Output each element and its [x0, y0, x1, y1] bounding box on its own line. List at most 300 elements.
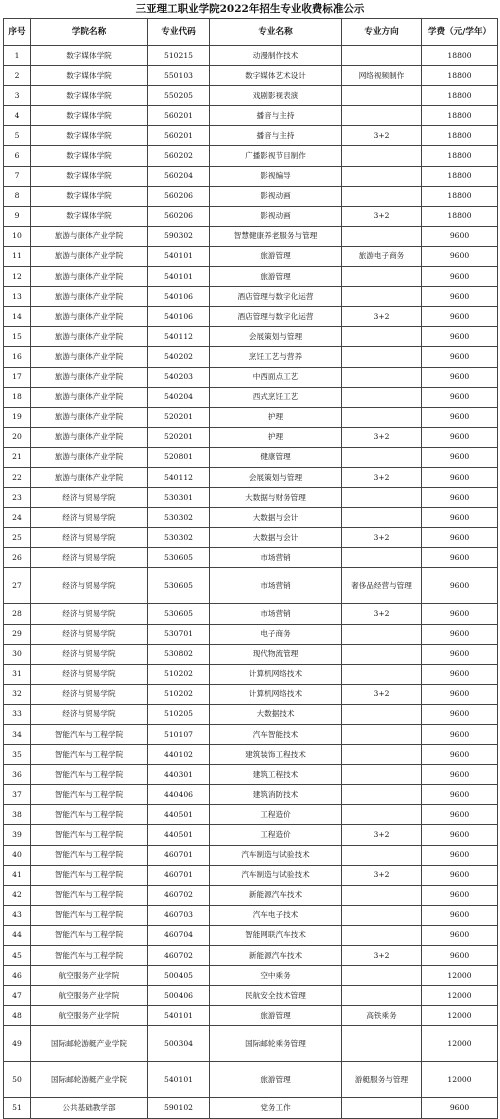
cell-college: 经济与贸易学院	[31, 624, 148, 644]
fee-table	[3, 18, 498, 1119]
cell-fee: 9600	[422, 427, 498, 447]
cell-college: 智能汽车与工程学院	[31, 905, 148, 925]
cell-direction: 高铁乘务	[342, 1006, 422, 1026]
cell-fee: 18800	[422, 186, 498, 206]
table-row	[4, 467, 498, 487]
cell-major: 市场营销	[210, 604, 342, 624]
table-row	[4, 664, 498, 684]
cell-code: 530605	[148, 568, 210, 604]
cell-fee: 9600	[422, 1098, 498, 1118]
cell-major: 会展策划与管理	[210, 327, 342, 347]
cell-direction	[342, 407, 422, 427]
table-row	[4, 106, 498, 126]
cell-index: 42	[4, 885, 31, 905]
cell-fee: 9600	[422, 805, 498, 825]
cell-direction: 3+2	[342, 427, 422, 447]
cell-direction	[342, 367, 422, 387]
cell-college: 经济与贸易学院	[31, 548, 148, 568]
cell-college: 数字媒体学院	[31, 46, 148, 66]
cell-major: 智能网联汽车技术	[210, 925, 342, 945]
cell-college: 智能汽车与工程学院	[31, 946, 148, 966]
cell-college: 国际邮轮游艇产业学院	[31, 1026, 148, 1062]
cell-fee: 12000	[422, 1026, 498, 1062]
cell-direction	[342, 508, 422, 528]
cell-index: 14	[4, 307, 31, 327]
cell-fee: 9600	[422, 946, 498, 966]
cell-direction	[342, 905, 422, 925]
cell-index: 32	[4, 684, 31, 704]
table-row	[4, 785, 498, 805]
cell-direction: 3+2	[342, 528, 422, 548]
cell-direction	[342, 925, 422, 945]
cell-direction	[342, 347, 422, 367]
cell-direction	[342, 447, 422, 467]
cell-direction	[342, 704, 422, 724]
cell-code: 540101	[148, 1062, 210, 1098]
cell-fee: 9600	[422, 765, 498, 785]
cell-code: 510205	[148, 704, 210, 724]
table-row	[4, 267, 498, 287]
table-row	[4, 745, 498, 765]
cell-direction	[342, 387, 422, 407]
cell-direction	[342, 885, 422, 905]
cell-major: 旅游管理	[210, 267, 342, 287]
cell-major: 大数据技术	[210, 704, 342, 724]
cell-index: 2	[4, 66, 31, 86]
cell-major: 中西面点工艺	[210, 367, 342, 387]
cell-index: 29	[4, 624, 31, 644]
table-row	[4, 347, 498, 367]
cell-code: 520201	[148, 407, 210, 427]
table-row	[4, 246, 498, 266]
cell-code: 540101	[148, 267, 210, 287]
cell-college: 旅游与康体产业学院	[31, 407, 148, 427]
cell-direction: 3+2	[342, 126, 422, 146]
cell-college: 智能汽车与工程学院	[31, 865, 148, 885]
cell-code: 510215	[148, 46, 210, 66]
cell-college: 旅游与康体产业学院	[31, 226, 148, 246]
cell-major: 汽车制造与试验技术	[210, 845, 342, 865]
cell-fee: 9600	[422, 548, 498, 568]
cell-index: 40	[4, 845, 31, 865]
cell-direction	[342, 1098, 422, 1118]
cell-major: 戏剧影视表演	[210, 86, 342, 106]
table-row	[4, 1062, 498, 1098]
table-body	[4, 46, 498, 1119]
cell-fee: 9600	[422, 644, 498, 664]
table-row	[4, 367, 498, 387]
cell-fee: 9600	[422, 725, 498, 745]
cell-fee: 9600	[422, 246, 498, 266]
cell-code: 440301	[148, 765, 210, 785]
table-row	[4, 885, 498, 905]
table-row	[4, 925, 498, 945]
cell-major: 广播影视节目制作	[210, 146, 342, 166]
cell-direction: 3+2	[342, 467, 422, 487]
page-title: 三亚理工职业学院2022年招生专业收费标准公示	[135, 3, 365, 15]
table-row	[4, 905, 498, 925]
cell-major: 市场营销	[210, 548, 342, 568]
cell-college: 旅游与康体产业学院	[31, 447, 148, 467]
cell-direction: 网络视频制作	[342, 66, 422, 86]
cell-college: 经济与贸易学院	[31, 508, 148, 528]
cell-college: 旅游与康体产业学院	[31, 347, 148, 367]
cell-code: 460702	[148, 885, 210, 905]
cell-index: 6	[4, 146, 31, 166]
cell-college: 旅游与康体产业学院	[31, 427, 148, 447]
cell-fee: 9600	[422, 267, 498, 287]
cell-fee: 9600	[422, 845, 498, 865]
cell-direction	[342, 46, 422, 66]
cell-major: 会展策划与管理	[210, 467, 342, 487]
cell-index: 39	[4, 825, 31, 845]
cell-college: 智能汽车与工程学院	[31, 785, 148, 805]
cell-direction	[342, 166, 422, 186]
cell-index: 16	[4, 347, 31, 367]
cell-direction	[342, 805, 422, 825]
table-row	[4, 427, 498, 447]
cell-major: 播音与主持	[210, 106, 342, 126]
cell-major: 大数据与会计	[210, 508, 342, 528]
cell-college: 旅游与康体产业学院	[31, 287, 148, 307]
cell-major: 计算机网络技术	[210, 684, 342, 704]
cell-code: 590102	[148, 1098, 210, 1118]
cell-index: 41	[4, 865, 31, 885]
cell-code: 540202	[148, 347, 210, 367]
cell-direction: 游艇服务与管理	[342, 1062, 422, 1098]
table-row	[4, 1026, 498, 1062]
table-row	[4, 865, 498, 885]
cell-college: 智能汽车与工程学院	[31, 825, 148, 845]
cell-college: 国际邮轮游艇产业学院	[31, 1062, 148, 1098]
cell-code: 510107	[148, 725, 210, 745]
cell-major: 酒店管理与数字化运营	[210, 307, 342, 327]
cell-major: 西式烹饪工艺	[210, 387, 342, 407]
cell-index: 46	[4, 966, 31, 986]
cell-fee: 12000	[422, 966, 498, 986]
cell-code: 540106	[148, 287, 210, 307]
cell-index: 35	[4, 745, 31, 765]
cell-fee: 9600	[422, 387, 498, 407]
table-row	[4, 1098, 498, 1118]
cell-code: 560201	[148, 106, 210, 126]
cell-index: 31	[4, 664, 31, 684]
cell-index: 9	[4, 206, 31, 226]
cell-index: 18	[4, 387, 31, 407]
cell-fee: 9600	[422, 664, 498, 684]
cell-index: 7	[4, 166, 31, 186]
cell-index: 21	[4, 447, 31, 467]
cell-code: 550103	[148, 66, 210, 86]
cell-code: 440406	[148, 785, 210, 805]
cell-fee: 18800	[422, 146, 498, 166]
cell-direction	[342, 785, 422, 805]
cell-college: 经济与贸易学院	[31, 528, 148, 548]
cell-major: 汽车电子技术	[210, 905, 342, 925]
cell-college: 数字媒体学院	[31, 86, 148, 106]
cell-code: 560202	[148, 146, 210, 166]
cell-major: 旅游管理	[210, 1062, 342, 1098]
table-row	[4, 508, 498, 528]
cell-index: 23	[4, 488, 31, 508]
cell-index: 22	[4, 467, 31, 487]
cell-direction: 3+2	[342, 307, 422, 327]
cell-fee: 9600	[422, 624, 498, 644]
table-row	[4, 1006, 498, 1026]
cell-code: 440501	[148, 805, 210, 825]
table-row	[4, 845, 498, 865]
cell-college: 旅游与康体产业学院	[31, 307, 148, 327]
cell-index: 17	[4, 367, 31, 387]
table-row	[4, 548, 498, 568]
cell-college: 经济与贸易学院	[31, 568, 148, 604]
cell-fee: 9600	[422, 367, 498, 387]
cell-major: 建筑消防技术	[210, 785, 342, 805]
cell-index: 12	[4, 267, 31, 287]
cell-direction: 3+2	[342, 604, 422, 624]
table-row	[4, 146, 498, 166]
cell-direction	[342, 845, 422, 865]
cell-index: 34	[4, 725, 31, 745]
cell-fee: 9600	[422, 785, 498, 805]
cell-index: 20	[4, 427, 31, 447]
cell-direction	[342, 765, 422, 785]
table-row	[4, 186, 498, 206]
cell-index: 19	[4, 407, 31, 427]
table-row	[4, 604, 498, 624]
header-college: 学院名称	[31, 19, 148, 46]
cell-fee: 12000	[422, 986, 498, 1006]
cell-college: 旅游与康体产业学院	[31, 467, 148, 487]
cell-direction: 3+2	[342, 684, 422, 704]
cell-fee: 9600	[422, 307, 498, 327]
table-row	[4, 725, 498, 745]
cell-college: 经济与贸易学院	[31, 704, 148, 724]
cell-major: 影视编导	[210, 166, 342, 186]
cell-index: 24	[4, 508, 31, 528]
cell-index: 15	[4, 327, 31, 347]
table-row	[4, 86, 498, 106]
cell-major: 党务工作	[210, 1098, 342, 1118]
cell-index: 11	[4, 246, 31, 266]
header-index: 序号	[4, 19, 31, 46]
cell-fee: 9600	[422, 407, 498, 427]
cell-college: 智能汽车与工程学院	[31, 805, 148, 825]
cell-college: 数字媒体学院	[31, 146, 148, 166]
cell-major: 工程造价	[210, 805, 342, 825]
cell-major: 建筑装饰工程技术	[210, 745, 342, 765]
cell-index: 47	[4, 986, 31, 1006]
table-row	[4, 206, 498, 226]
table-row	[4, 66, 498, 86]
cell-major: 计算机网络技术	[210, 664, 342, 684]
cell-college: 数字媒体学院	[31, 206, 148, 226]
cell-fee: 9600	[422, 226, 498, 246]
cell-code: 460703	[148, 905, 210, 925]
cell-fee: 9600	[422, 467, 498, 487]
table-row	[4, 166, 498, 186]
cell-code: 440501	[148, 825, 210, 845]
cell-code: 510202	[148, 684, 210, 704]
cell-college: 智能汽车与工程学院	[31, 925, 148, 945]
cell-fee: 9600	[422, 825, 498, 845]
cell-college: 航空服务产业学院	[31, 966, 148, 986]
cell-fee: 9600	[422, 508, 498, 528]
cell-code: 560206	[148, 186, 210, 206]
cell-index: 13	[4, 287, 31, 307]
cell-direction	[342, 664, 422, 684]
cell-index: 44	[4, 925, 31, 945]
cell-direction: 3+2	[342, 825, 422, 845]
cell-direction	[342, 226, 422, 246]
cell-direction	[342, 548, 422, 568]
cell-direction	[342, 966, 422, 986]
table-row	[4, 407, 498, 427]
cell-index: 28	[4, 604, 31, 624]
cell-fee: 18800	[422, 166, 498, 186]
cell-college: 数字媒体学院	[31, 106, 148, 126]
cell-major: 护理	[210, 427, 342, 447]
cell-major: 汽车智能技术	[210, 725, 342, 745]
cell-direction: 奢侈品经营与管理	[342, 568, 422, 604]
cell-fee: 12000	[422, 1062, 498, 1098]
cell-index: 4	[4, 106, 31, 126]
cell-major: 动漫制作技术	[210, 46, 342, 66]
cell-code: 540112	[148, 327, 210, 347]
cell-major: 汽车制造与试验技术	[210, 865, 342, 885]
cell-direction	[342, 287, 422, 307]
cell-code: 540106	[148, 307, 210, 327]
cell-college: 智能汽车与工程学院	[31, 745, 148, 765]
cell-direction	[342, 488, 422, 508]
cell-code: 540204	[148, 387, 210, 407]
cell-college: 数字媒体学院	[31, 66, 148, 86]
cell-college: 航空服务产业学院	[31, 1006, 148, 1026]
table-row	[4, 644, 498, 664]
header-major: 专业名称	[210, 19, 342, 46]
cell-college: 旅游与康体产业学院	[31, 267, 148, 287]
table-row	[4, 946, 498, 966]
cell-fee: 18800	[422, 106, 498, 126]
cell-index: 45	[4, 946, 31, 966]
header-direction: 专业方向	[342, 19, 422, 46]
cell-fee: 9600	[422, 528, 498, 548]
cell-code: 560206	[148, 206, 210, 226]
cell-direction	[342, 86, 422, 106]
cell-direction	[342, 745, 422, 765]
table-row	[4, 226, 498, 246]
cell-code: 540112	[148, 467, 210, 487]
cell-fee: 9600	[422, 287, 498, 307]
cell-major: 现代物流管理	[210, 644, 342, 664]
cell-code: 530802	[148, 644, 210, 664]
cell-major: 空中乘务	[210, 966, 342, 986]
cell-fee: 9600	[422, 925, 498, 945]
cell-code: 510202	[148, 664, 210, 684]
cell-college: 旅游与康体产业学院	[31, 246, 148, 266]
cell-fee: 18800	[422, 66, 498, 86]
cell-major: 民航安全技术管理	[210, 986, 342, 1006]
table-row	[4, 684, 498, 704]
cell-college: 经济与贸易学院	[31, 664, 148, 684]
cell-fee: 9600	[422, 905, 498, 925]
table-row	[4, 447, 498, 467]
cell-college: 旅游与康体产业学院	[31, 327, 148, 347]
cell-major: 护理	[210, 407, 342, 427]
cell-index: 49	[4, 1026, 31, 1062]
cell-code: 540101	[148, 246, 210, 266]
cell-direction: 旅游电子商务	[342, 246, 422, 266]
cell-fee: 18800	[422, 86, 498, 106]
cell-fee: 9600	[422, 885, 498, 905]
cell-major: 电子商务	[210, 624, 342, 644]
cell-college: 数字媒体学院	[31, 126, 148, 146]
table-row	[4, 966, 498, 986]
cell-index: 48	[4, 1006, 31, 1026]
cell-major: 大数据与会计	[210, 528, 342, 548]
cell-code: 530302	[148, 528, 210, 548]
table-row	[4, 825, 498, 845]
cell-fee: 9600	[422, 745, 498, 765]
cell-major: 旅游管理	[210, 1006, 342, 1026]
cell-code: 530701	[148, 624, 210, 644]
cell-index: 8	[4, 186, 31, 206]
cell-college: 经济与贸易学院	[31, 488, 148, 508]
cell-code: 520201	[148, 427, 210, 447]
cell-code: 500304	[148, 1026, 210, 1062]
cell-code: 520801	[148, 447, 210, 467]
cell-college: 数字媒体学院	[31, 166, 148, 186]
cell-college: 旅游与康体产业学院	[31, 387, 148, 407]
table-row	[4, 568, 498, 604]
table-row	[4, 488, 498, 508]
cell-index: 51	[4, 1098, 31, 1118]
cell-index: 36	[4, 765, 31, 785]
cell-direction	[342, 986, 422, 1006]
cell-fee: 9600	[422, 684, 498, 704]
cell-index: 37	[4, 785, 31, 805]
cell-code: 540203	[148, 367, 210, 387]
table-row	[4, 765, 498, 785]
cell-major: 工程造价	[210, 825, 342, 845]
cell-index: 50	[4, 1062, 31, 1098]
cell-index: 30	[4, 644, 31, 664]
cell-college: 经济与贸易学院	[31, 604, 148, 624]
cell-college: 智能汽车与工程学院	[31, 765, 148, 785]
cell-code: 460704	[148, 925, 210, 945]
table-row	[4, 805, 498, 825]
cell-code: 500406	[148, 986, 210, 1006]
cell-direction	[342, 146, 422, 166]
cell-direction	[342, 1026, 422, 1062]
table-row	[4, 624, 498, 644]
cell-direction	[342, 106, 422, 126]
cell-fee: 9600	[422, 604, 498, 624]
cell-major: 播音与主持	[210, 126, 342, 146]
cell-major: 市场营销	[210, 568, 342, 604]
cell-fee: 18800	[422, 206, 498, 226]
cell-code: 500405	[148, 966, 210, 986]
cell-index: 25	[4, 528, 31, 548]
cell-major: 大数据与财务管理	[210, 488, 342, 508]
cell-direction: 3+2	[342, 206, 422, 226]
cell-code: 530302	[148, 508, 210, 528]
cell-college: 智能汽车与工程学院	[31, 845, 148, 865]
cell-college: 公共基础教学部	[31, 1098, 148, 1118]
cell-code: 560201	[148, 126, 210, 146]
cell-college: 旅游与康体产业学院	[31, 367, 148, 387]
cell-index: 26	[4, 548, 31, 568]
